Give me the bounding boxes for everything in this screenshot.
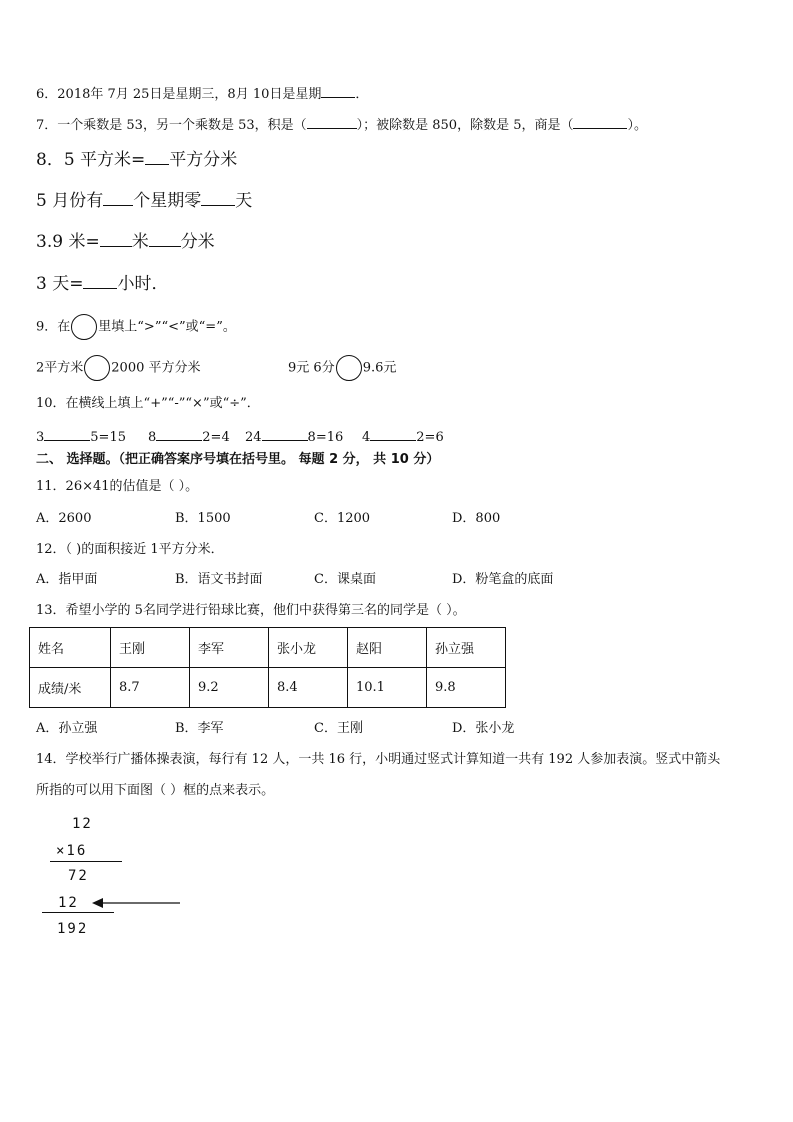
calc-multiplicand: 12 <box>72 816 93 832</box>
table-cell: 8.7 <box>111 668 190 708</box>
table-cell: 张小龙 <box>269 628 348 668</box>
question-14-line-1: 14．学校举行广播体操表演，每行有 12 人，一共 16 行，小明通过竖式计算知道一共有 192 人参加表演。竖式中箭头 <box>36 752 721 767</box>
question-9: 9．在 里填上“>”“<”或“=”。 <box>36 314 236 341</box>
answer-blank[interactable] <box>83 274 117 289</box>
option-b[interactable]: B．李军 <box>175 721 224 736</box>
answer-blank[interactable] <box>321 83 355 98</box>
question-9-item-2: 9元 6分 9.6元 <box>288 355 396 382</box>
answer-blank[interactable] <box>573 114 627 129</box>
option-a[interactable]: A．2600 <box>36 511 92 526</box>
option-d[interactable]: D．800 <box>452 511 501 526</box>
question-10: 10．在横线上填上“+”“-”“×”或“÷”． <box>36 396 260 411</box>
arrow-left-icon <box>92 896 182 910</box>
question-9-item-1: 2平方米 2000 平方分米 <box>36 355 201 382</box>
question-10-item-3: 24 8=16 <box>245 426 343 447</box>
question-14-line-2: 所指的可以用下面图（ ）框的点来表示。 <box>36 783 275 798</box>
calc-multiplier: ×16 <box>56 843 88 859</box>
answer-blank[interactable] <box>100 232 132 247</box>
question-10-item-4: 4 2=6 <box>362 426 444 447</box>
calc-divider <box>42 912 114 913</box>
question-8-line-2: 5 月份有 个星期零 天 <box>36 191 253 211</box>
option-c[interactable]: C．课桌面 <box>314 572 376 587</box>
score-table <box>29 627 506 708</box>
answer-blank[interactable] <box>103 191 133 206</box>
circle-blank-icon[interactable] <box>336 355 362 381</box>
question-10-item-2: 8 2=4 <box>148 426 230 447</box>
answer-blank[interactable] <box>370 426 416 441</box>
option-b[interactable]: B．1500 <box>175 511 231 526</box>
circle-blank-icon[interactable] <box>84 355 110 381</box>
question-8-line-1: 8．5 平方米= 平方分米 <box>36 150 238 170</box>
circle-blank-icon[interactable] <box>71 314 97 340</box>
table-cell: 8.4 <box>269 668 348 708</box>
table-cell: 10.1 <box>348 668 427 708</box>
question-11: 11．26×41的估值是（ ）。 <box>36 479 199 494</box>
option-b[interactable]: B．语文书封面 <box>175 572 263 587</box>
question-8-line-3: 3.9 米= 米 分米 <box>36 232 215 252</box>
answer-blank[interactable] <box>262 426 308 441</box>
table-cell: 9.2 <box>190 668 269 708</box>
table-row <box>30 668 506 708</box>
table-cell: 李军 <box>190 628 269 668</box>
table-cell: 姓名 <box>30 628 111 668</box>
answer-blank[interactable] <box>201 191 235 206</box>
table-cell: 9.8 <box>427 668 506 708</box>
question-13: 13．希望小学的 5名同学进行铅球比赛，他们中获得第三名的同学是（ ）。 <box>36 603 466 618</box>
answer-blank[interactable] <box>156 426 202 441</box>
question-6: 6．2018年 7月 25日是星期三，8月 10日是星期 ． <box>36 83 368 104</box>
option-d[interactable]: D．张小龙 <box>452 721 515 736</box>
calc-product: 192 <box>57 921 89 937</box>
option-a[interactable]: A．孙立强 <box>36 721 98 736</box>
question-8-line-4: 3 天= 小时． <box>36 274 169 294</box>
section-2-heading: 二、 选择题。（把正确答案序号填在括号里。 每题 2 分， 共 10 分） <box>36 452 440 467</box>
option-a[interactable]: A．指甲面 <box>36 572 98 587</box>
table-cell: 王刚 <box>111 628 190 668</box>
question-6-text: 6．2018年 7月 25日是星期三，8月 10日是星期 <box>36 87 322 102</box>
table-cell: 赵阳 <box>348 628 427 668</box>
answer-blank[interactable] <box>145 150 169 165</box>
option-c[interactable]: C．王刚 <box>314 721 363 736</box>
table-cell: 成绩/米 <box>30 668 111 708</box>
option-c[interactable]: C．1200 <box>314 511 371 526</box>
answer-blank[interactable] <box>149 232 181 247</box>
calc-partial-product-2: 12 <box>58 895 79 911</box>
question-7: 7．一个乘数是 53，另一个乘数是 53，积是（ ）；被除数是 850，除数是 5，商是（ ）。 <box>36 114 647 135</box>
table-cell: 孙立强 <box>427 628 506 668</box>
answer-blank[interactable] <box>44 426 90 441</box>
answer-blank[interactable] <box>307 114 357 129</box>
calc-partial-product-1: 72 <box>68 868 89 884</box>
option-d[interactable]: D．粉笔盒的底面 <box>452 572 554 587</box>
table-row <box>30 628 506 668</box>
question-12: 12．（ )的面积接近 1平方分米． <box>36 542 224 557</box>
question-10-item-1: 3 5=15 <box>36 426 126 447</box>
calc-divider <box>50 861 122 862</box>
